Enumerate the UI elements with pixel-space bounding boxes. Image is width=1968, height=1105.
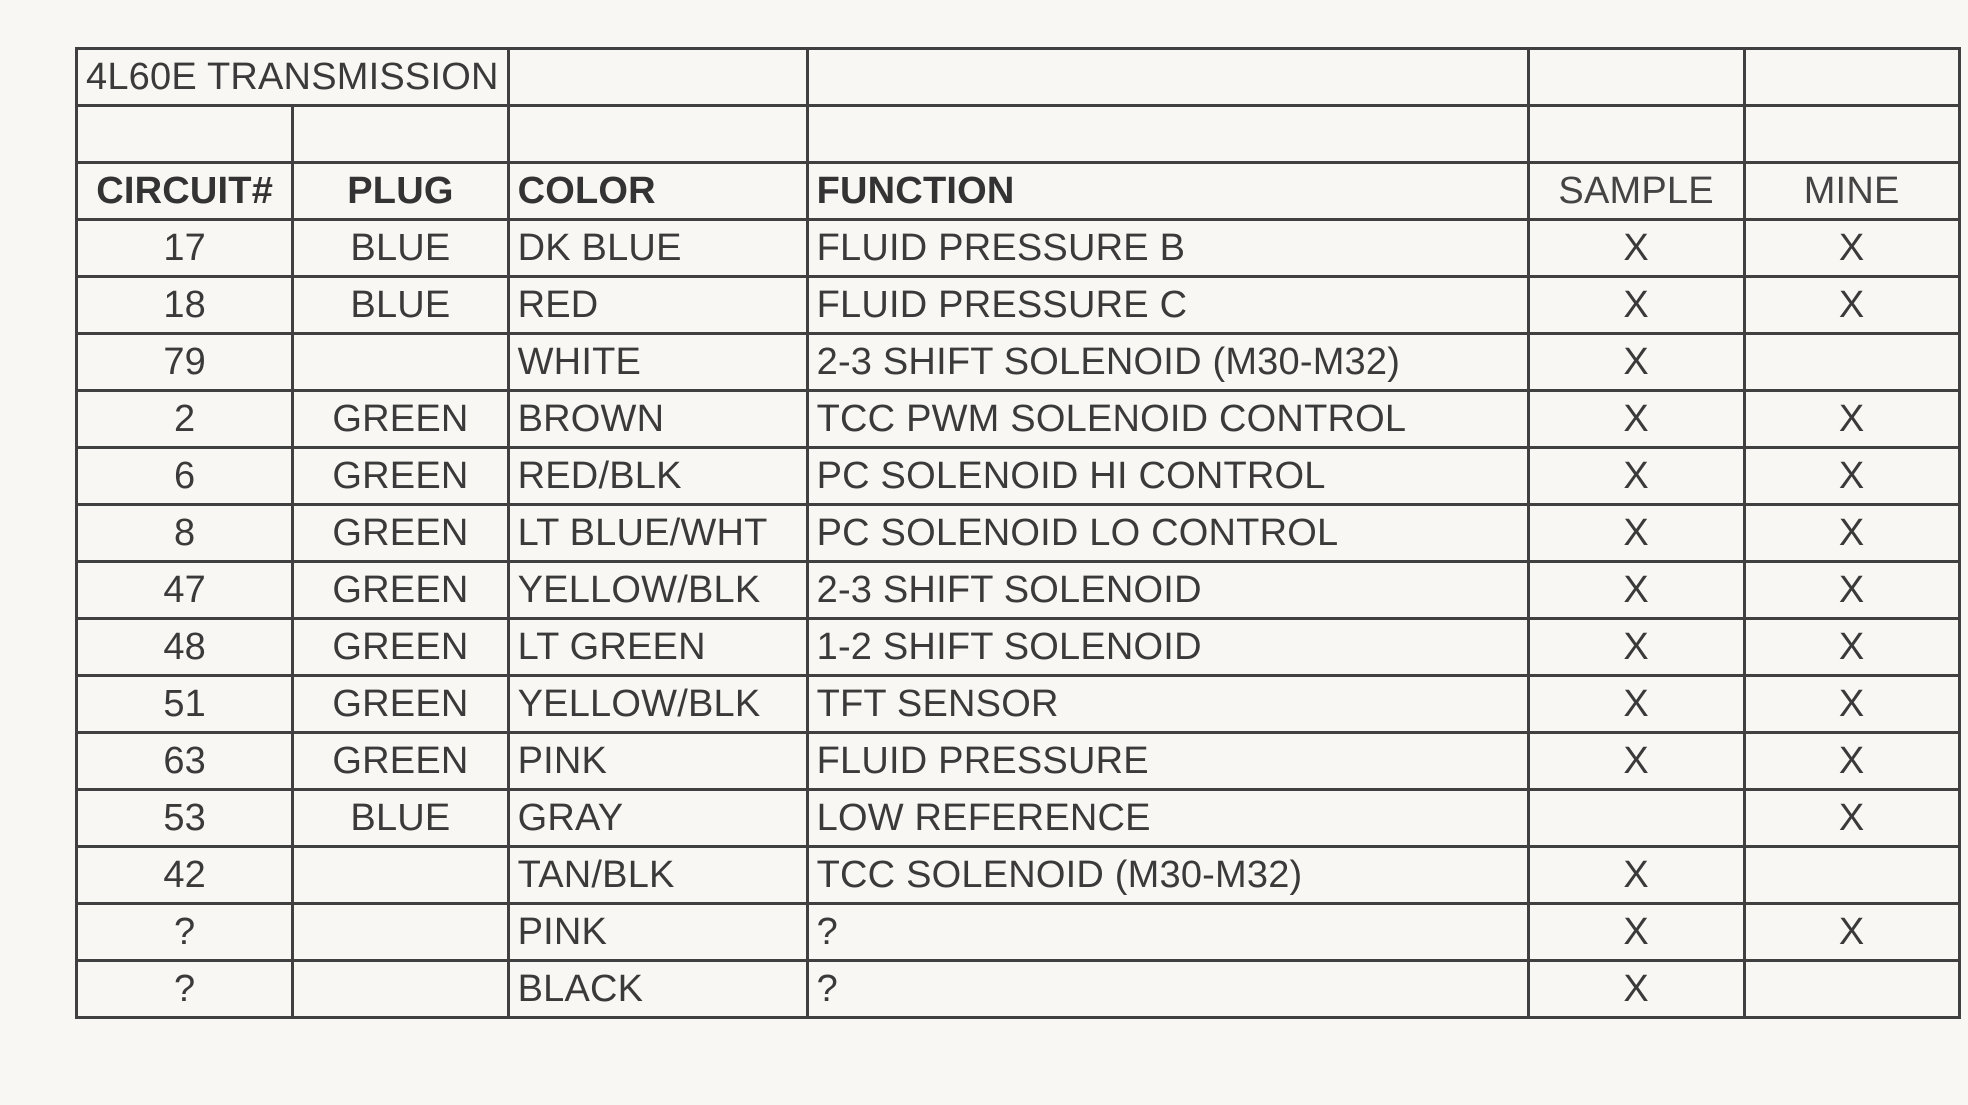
mine-cell: X — [1744, 505, 1959, 562]
table-row — [77, 676, 1960, 733]
function-cell: ? — [807, 904, 1528, 961]
function-cell: TCC SOLENOID (M30-M32) — [807, 847, 1528, 904]
sample-cell: X — [1528, 220, 1744, 277]
circuit-cell: 53 — [77, 790, 293, 847]
empty-cell — [508, 49, 807, 106]
mine-cell: X — [1744, 220, 1959, 277]
function-cell: 2-3 SHIFT SOLENOID — [807, 562, 1528, 619]
mine-cell: X — [1744, 790, 1959, 847]
color-cell: BLACK — [508, 961, 807, 1018]
circuit-cell: 6 — [77, 448, 293, 505]
mine-cell: X — [1744, 448, 1959, 505]
sample-cell: X — [1528, 847, 1744, 904]
function-cell: FLUID PRESSURE — [807, 733, 1528, 790]
circuit-cell: 79 — [77, 334, 293, 391]
plug-cell: BLUE — [293, 220, 508, 277]
circuit-cell: 42 — [77, 847, 293, 904]
function-cell: FLUID PRESSURE C — [807, 277, 1528, 334]
table-row — [77, 505, 1960, 562]
plug-cell — [293, 847, 508, 904]
sample-cell: X — [1528, 733, 1744, 790]
empty-cell — [1744, 106, 1959, 163]
color-cell: LT GREEN — [508, 619, 807, 676]
table-row — [77, 277, 1960, 334]
empty-cell — [77, 106, 293, 163]
plug-cell: GREEN — [293, 562, 508, 619]
sample-cell: X — [1528, 448, 1744, 505]
circuit-cell: 8 — [77, 505, 293, 562]
color-cell: DK BLUE — [508, 220, 807, 277]
table-title: 4L60E TRANSMISSION — [77, 49, 509, 106]
color-cell: YELLOW/BLK — [508, 562, 807, 619]
color-cell: PINK — [508, 904, 807, 961]
plug-cell: GREEN — [293, 505, 508, 562]
table-row — [77, 961, 1960, 1018]
sample-cell: X — [1528, 904, 1744, 961]
mine-cell: X — [1744, 733, 1959, 790]
function-cell: TCC PWM SOLENOID CONTROL — [807, 391, 1528, 448]
circuit-cell: 51 — [77, 676, 293, 733]
sample-cell: X — [1528, 619, 1744, 676]
color-cell: TAN/BLK — [508, 847, 807, 904]
plug-cell: BLUE — [293, 277, 508, 334]
header-row — [77, 163, 1960, 220]
title-row — [77, 49, 1960, 106]
header-plug: PLUG — [293, 163, 508, 220]
mine-cell — [1744, 334, 1959, 391]
mine-cell — [1744, 847, 1959, 904]
color-cell: PINK — [508, 733, 807, 790]
plug-cell: GREEN — [293, 676, 508, 733]
plug-cell: GREEN — [293, 619, 508, 676]
table-row — [77, 562, 1960, 619]
mine-cell: X — [1744, 619, 1959, 676]
circuit-cell: ? — [77, 904, 293, 961]
sample-cell: X — [1528, 391, 1744, 448]
color-cell: BROWN — [508, 391, 807, 448]
mine-cell: X — [1744, 562, 1959, 619]
function-cell: TFT SENSOR — [807, 676, 1528, 733]
header-function: FUNCTION — [807, 163, 1528, 220]
color-cell: WHITE — [508, 334, 807, 391]
header-sample: SAMPLE — [1528, 163, 1744, 220]
header-color: COLOR — [508, 163, 807, 220]
color-cell: RED — [508, 277, 807, 334]
table-row — [77, 904, 1960, 961]
function-cell: PC SOLENOID LO CONTROL — [807, 505, 1528, 562]
color-cell: LT BLUE/WHT — [508, 505, 807, 562]
sample-cell: X — [1528, 676, 1744, 733]
sample-cell: X — [1528, 505, 1744, 562]
circuit-cell: 17 — [77, 220, 293, 277]
empty-cell — [508, 106, 807, 163]
function-cell: 2-3 SHIFT SOLENOID (M30-M32) — [807, 334, 1528, 391]
plug-cell: GREEN — [293, 733, 508, 790]
color-cell: GRAY — [508, 790, 807, 847]
table-row — [77, 448, 1960, 505]
function-cell: ? — [807, 961, 1528, 1018]
plug-cell: GREEN — [293, 391, 508, 448]
plug-cell — [293, 334, 508, 391]
table-row — [77, 733, 1960, 790]
table-row — [77, 220, 1960, 277]
table-row — [77, 334, 1960, 391]
mine-cell: X — [1744, 904, 1959, 961]
plug-cell — [293, 904, 508, 961]
mine-cell: X — [1744, 676, 1959, 733]
function-cell: LOW REFERENCE — [807, 790, 1528, 847]
function-cell: FLUID PRESSURE B — [807, 220, 1528, 277]
table-row — [77, 391, 1960, 448]
sample-cell — [1528, 790, 1744, 847]
mine-cell — [1744, 961, 1959, 1018]
circuit-cell: 18 — [77, 277, 293, 334]
table-row — [77, 847, 1960, 904]
empty-cell — [807, 49, 1528, 106]
circuit-cell: 48 — [77, 619, 293, 676]
sample-cell: X — [1528, 562, 1744, 619]
empty-cell — [807, 106, 1528, 163]
empty-cell — [1528, 49, 1744, 106]
blank-row — [77, 106, 1960, 163]
empty-cell — [293, 106, 508, 163]
function-cell: PC SOLENOID HI CONTROL — [807, 448, 1528, 505]
circuit-cell: ? — [77, 961, 293, 1018]
sample-cell: X — [1528, 277, 1744, 334]
wiring-table — [75, 47, 1961, 1019]
header-circuit: CIRCUIT# — [77, 163, 293, 220]
empty-cell — [1528, 106, 1744, 163]
plug-cell: GREEN — [293, 448, 508, 505]
circuit-cell: 47 — [77, 562, 293, 619]
plug-cell — [293, 961, 508, 1018]
color-cell: RED/BLK — [508, 448, 807, 505]
circuit-cell: 2 — [77, 391, 293, 448]
table-row — [77, 790, 1960, 847]
mine-cell: X — [1744, 277, 1959, 334]
header-mine: MINE — [1744, 163, 1959, 220]
mine-cell: X — [1744, 391, 1959, 448]
empty-cell — [1744, 49, 1959, 106]
sample-cell: X — [1528, 334, 1744, 391]
circuit-cell: 63 — [77, 733, 293, 790]
sample-cell: X — [1528, 961, 1744, 1018]
function-cell: 1-2 SHIFT SOLENOID — [807, 619, 1528, 676]
color-cell: YELLOW/BLK — [508, 676, 807, 733]
table-row — [77, 619, 1960, 676]
plug-cell: BLUE — [293, 790, 508, 847]
